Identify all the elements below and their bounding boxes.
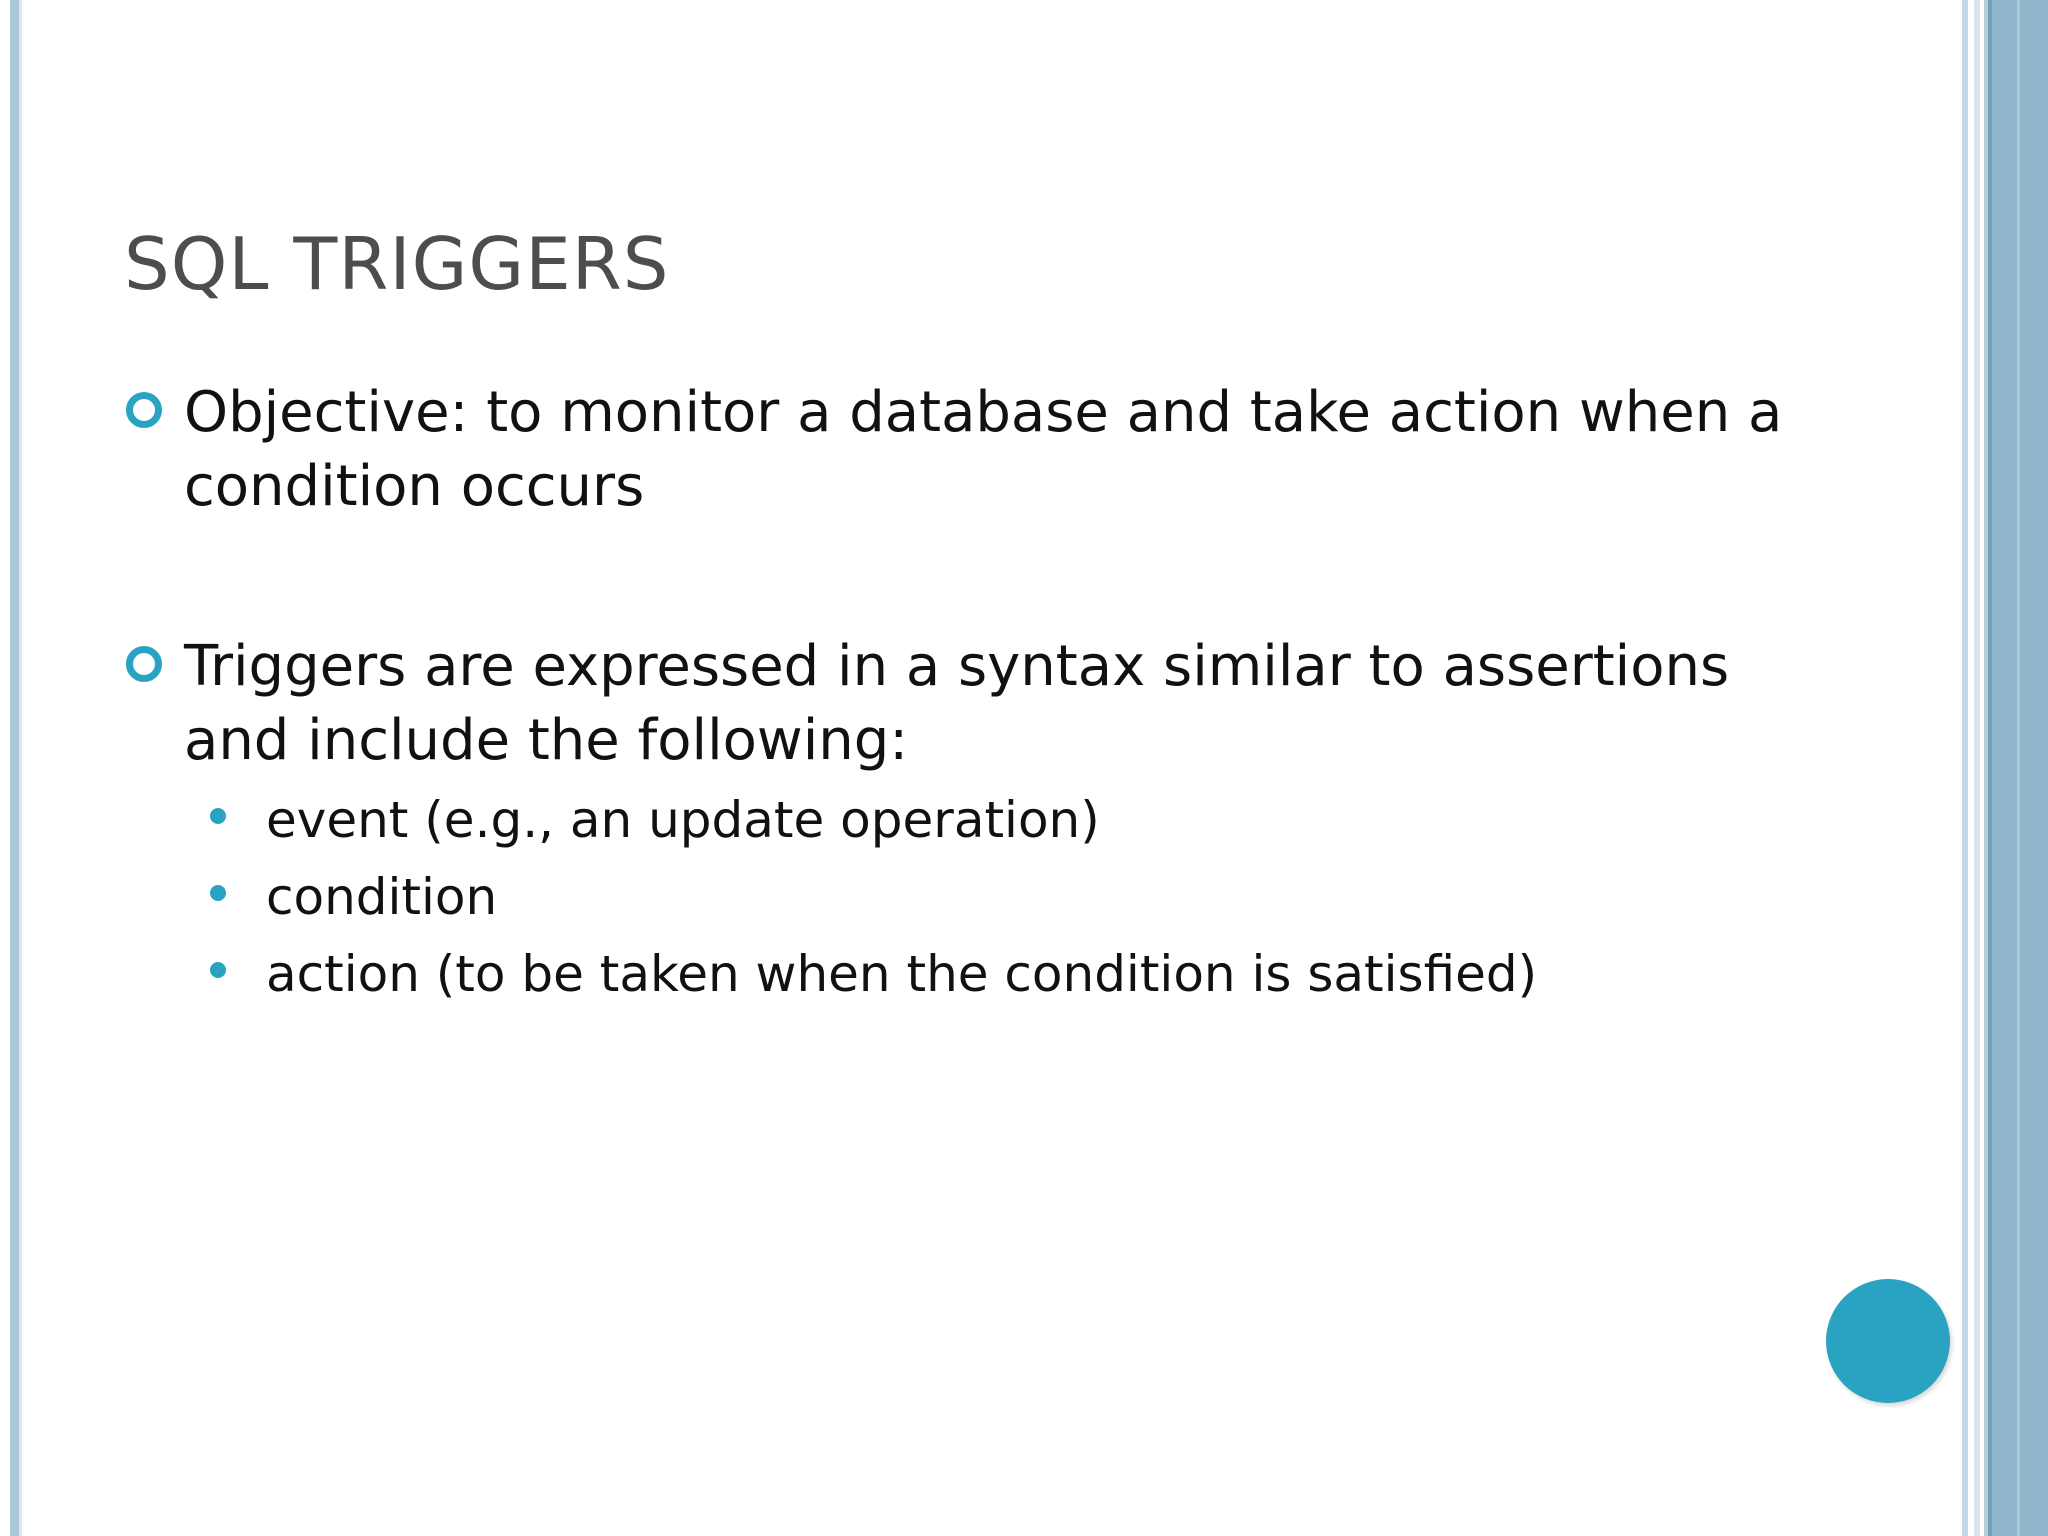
circle-icon	[1826, 1279, 1950, 1403]
ring-bullet-icon	[126, 646, 162, 682]
dot-bullet-icon	[210, 962, 226, 978]
sub-bullet-item	[204, 859, 1704, 936]
bullet-text: Objective: to monitor a database and take action when a condition occurs	[184, 380, 1783, 519]
dot-bullet-icon	[210, 808, 226, 824]
sub-bullet-item	[204, 936, 1704, 1013]
bullet-text: Triggers are expressed in a syntax similar to assertions and include the following:	[184, 634, 1730, 773]
ring-bullet-icon	[126, 392, 162, 428]
left-border-highlight	[19, 0, 22, 1536]
right-border-band	[1960, 0, 2048, 1536]
left-border-stripe	[10, 0, 19, 1536]
sub-bullet-text: event (e.g., an update operation)	[266, 791, 1100, 849]
right-border-line-outer	[2017, 0, 2020, 1536]
sub-bullet-list	[204, 782, 1704, 1013]
dot-bullet-icon	[210, 885, 226, 901]
slide-title: SQL TRIGGERS	[124, 222, 670, 306]
sub-bullet-item	[204, 782, 1704, 859]
sub-bullet-text: action (to be taken when the condition is satisfied)	[266, 945, 1538, 1003]
sub-bullet-text: condition	[266, 868, 498, 926]
right-border-line	[1988, 0, 1992, 1536]
